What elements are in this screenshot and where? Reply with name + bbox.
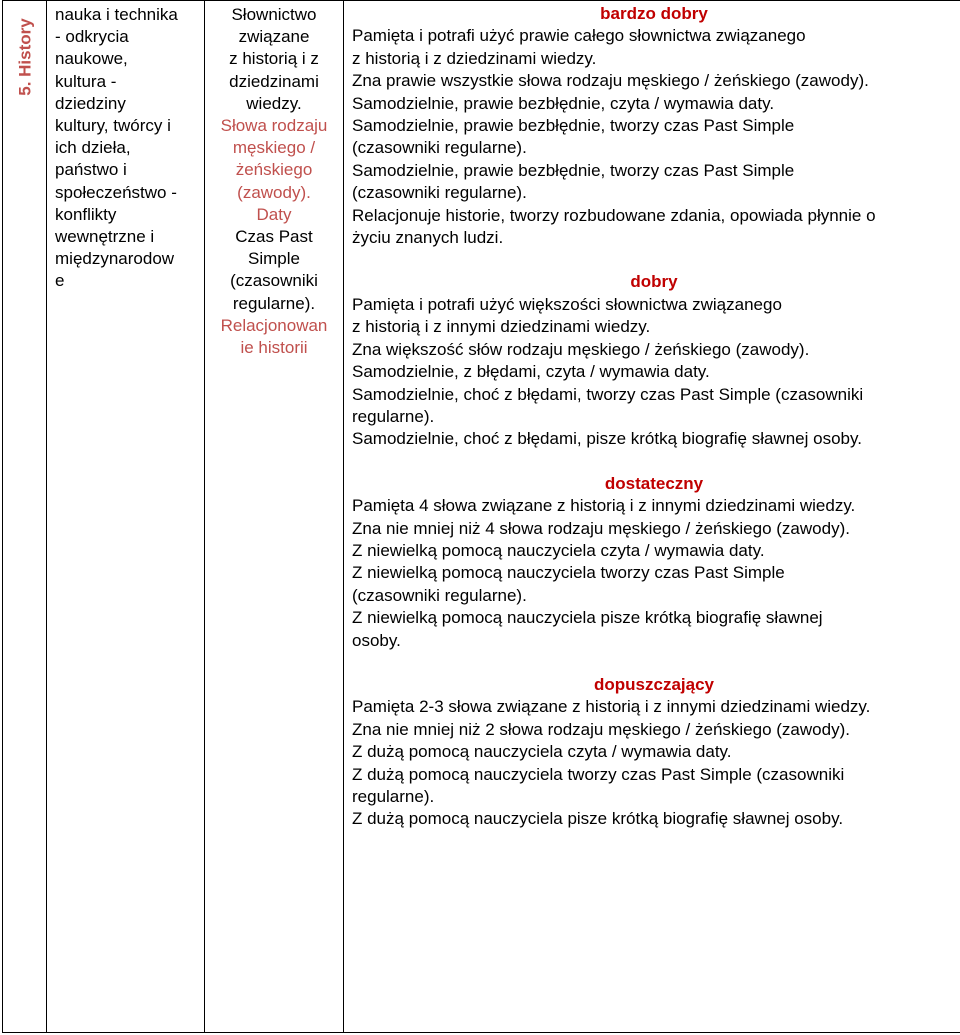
grade-title: dopuszczający (594, 674, 714, 694)
grade-line: Zna nie mniej niż 4 słowa rodzaju męskiego / żeńskiego (zawody). (352, 518, 850, 538)
grade-line: Zna nie mniej niż 2 słowa rodzaju męskiego / żeńskiego (zawody). (352, 719, 850, 739)
scope-line: (czasowniki (230, 271, 318, 291)
grade-line: Z niewielką pomocą nauczyciela tworzy czas Past Simple (352, 563, 785, 583)
grade-line: Z niewielką pomocą nauczyciela pisze krótką biografię sławnej (352, 608, 823, 628)
topic-cell (47, 1, 205, 1033)
grade-block (352, 3, 956, 249)
grade-line: z historią i z innymi dziedzinami wiedzy. (352, 317, 651, 337)
grade-line: (czasowniki regularne). (352, 585, 527, 605)
grade-line: regularne). (352, 406, 435, 426)
scope-line: dziedzinami (229, 71, 319, 91)
grade-line: z historią i z dziedzinami wiedzy. (352, 48, 597, 68)
grade-line: Z dużą pomocą nauczyciela czyta / wymawia daty. (352, 742, 732, 762)
grade-line: Samodzielnie, prawie bezbłędnie, tworzy czas Past Simple (352, 160, 795, 180)
grade-block (352, 674, 956, 831)
grade-line: Z dużą pomocą nauczyciela tworzy czas Past Simple (czasowniki (352, 764, 845, 784)
scope-line: związane (238, 27, 310, 47)
scope-line: Simple (248, 249, 300, 269)
grade-line: Samodzielnie, choć z błędami, pisze krótką biografię sławnej osoby. (352, 429, 862, 449)
grade-line: (czasowniki regularne). (352, 183, 527, 203)
requirements-table (2, 0, 960, 1033)
topic-text: nauka i technika - odkrycia naukowe, kultura - dziedziny kultury, twórcy i ich dzieła, państwo i społeczeństwo - konflikty wewnętrzne i międzynarodow e (55, 5, 178, 291)
grade-block (352, 271, 956, 450)
scope-line: Relacjonowan (220, 315, 328, 335)
scope-line: wiedzy. (246, 93, 302, 113)
scope-line: żeńskiego (235, 160, 313, 180)
grade-line: życiu znanych ludzi. (352, 228, 504, 248)
grade-title: dostateczny (604, 473, 704, 493)
section-title: 5. History (15, 18, 34, 96)
grade-line: osoby. (352, 630, 401, 650)
grade-block (352, 473, 956, 652)
grade-line: Samodzielnie, prawie bezbłędnie, czyta / wymawia daty. (352, 93, 775, 113)
grade-line: Samodzielnie, prawie bezbłędnie, tworzy czas Past Simple (352, 116, 795, 136)
grade-line: Zna prawie wszystkie słowa rodzaju męskiego / żeńskiego (zawody). (352, 71, 869, 91)
scope-line: Daty (256, 204, 292, 224)
grade-line: Samodzielnie, choć z błędami, tworzy czas Past Simple (czasowniki (352, 384, 864, 404)
grade-line: Samodzielnie, z błędami, czyta / wymawia daty. (352, 362, 710, 382)
section-cell (3, 1, 47, 1033)
scope-list (205, 1, 343, 359)
scope-line: z historią i z (229, 49, 319, 69)
grade-line: regularne). (352, 787, 435, 806)
grade-requirements (344, 1, 960, 831)
scope-line: Słownictwo (231, 5, 317, 24)
grade-line: (czasowniki regularne). (352, 138, 527, 158)
grade-line: Relacjonuje historie, tworzy rozbudowane zdania, opowiada płynnie o (352, 205, 876, 225)
table-row (3, 1, 960, 1033)
grade-line: Z dużą pomocą nauczyciela pisze krótką biografię sławnej osoby. (352, 809, 844, 829)
scope-cell (205, 1, 344, 1033)
scope-line: regularne). (232, 293, 316, 313)
scope-line: (zawody). (237, 182, 311, 202)
grade-line: Pamięta i potrafi użyć większości słownictwa związanego (352, 294, 782, 314)
scope-line: Czas Past (235, 227, 313, 247)
scope-line: Słowa rodzaju (220, 116, 328, 136)
grade-line: Pamięta 4 słowa związane z historią i z innymi dziedzinami wiedzy. (352, 496, 856, 516)
requirements-cell (344, 1, 960, 1033)
grade-line: Zna większość słów rodzaju męskiego / żeńskiego (zawody). (352, 339, 810, 359)
grade-line: Z niewielką pomocą nauczyciela czyta / wymawia daty. (352, 540, 765, 560)
grade-title: dobry (630, 272, 678, 292)
grade-line: Pamięta i potrafi użyć prawie całego słownictwa związanego (352, 26, 806, 46)
scope-line: ie historii (240, 338, 308, 358)
grade-title: bardzo dobry (600, 4, 708, 23)
scope-line: męskiego / (232, 138, 316, 158)
grade-line: Pamięta 2-3 słowa związane z historią i z innymi dziedzinami wiedzy. (352, 697, 871, 717)
